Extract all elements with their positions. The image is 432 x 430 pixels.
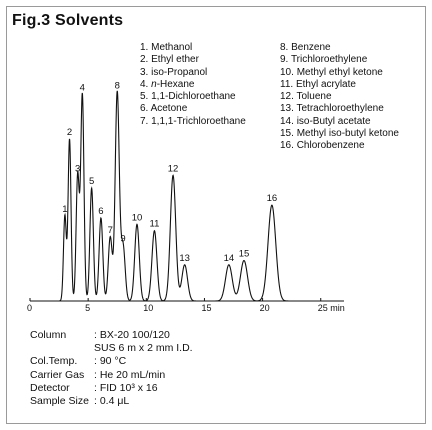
legend-item-number: 5. [140, 91, 152, 103]
peak-label: 2 [66, 127, 73, 139]
peak-label: 7 [107, 225, 113, 237]
legend-item-name: Ethyl ether [151, 54, 199, 66]
legend-item-number: 9. [280, 54, 291, 66]
figure-title: Fig.3 Solvents [12, 12, 124, 29]
peak-label: 3 [75, 163, 81, 175]
peak-label: 13 [179, 252, 190, 264]
condition-value: : 0.4 μL [94, 394, 130, 407]
legend-item-number: 1. [140, 42, 152, 53]
peak-label: 8 [114, 80, 120, 92]
x-tick-label: 10 [143, 303, 154, 313]
legend-left-column [140, 42, 246, 128]
legend-item-number: 4. [140, 78, 152, 90]
legend-item [280, 116, 399, 128]
legend-item [140, 67, 246, 79]
legend-item-name: 1,1,1-Trichloroethane [151, 115, 246, 127]
legend-item-number: 2. [140, 54, 152, 66]
condition-value: : 90 °C [94, 355, 127, 368]
legend-item-name: Toluene [296, 91, 332, 103]
legend-item-number: 11. [280, 78, 296, 90]
legend-item-name: Methyl iso-butyl ketone [296, 128, 399, 140]
legend-item [280, 128, 399, 140]
legend-item-name: Trichloroethylene [290, 54, 368, 66]
legend-item-number: 15. [280, 128, 297, 140]
peak-label: 14 [223, 252, 235, 264]
condition-label: Sample Size [30, 394, 89, 407]
legend-item [280, 42, 399, 54]
peak-label: 6 [98, 205, 104, 217]
x-tick-label: 5 [85, 303, 91, 313]
legend-item-number: 7. [140, 115, 152, 127]
legend-item-number: 8. [280, 42, 292, 53]
peak-label: 5 [88, 176, 95, 188]
condition-label: Column [30, 329, 67, 341]
legend-item [280, 54, 399, 66]
legend-item-number: 6. [140, 103, 151, 115]
legend-item-name: Methyl ethyl ketone [296, 66, 383, 78]
legend-item-number: 10. [280, 66, 297, 78]
peak-label: 16 [266, 193, 278, 205]
condition-value: SUS 6 m x 2 mm I.D. [94, 342, 193, 355]
legend-item [140, 42, 246, 54]
peak-label: 4 [79, 82, 85, 94]
legend-item [140, 103, 246, 115]
legend-item-name: n-Hexane [151, 78, 195, 90]
x-tick-label: 0 [27, 303, 33, 313]
legend-item-name: iso-Propanol [151, 66, 208, 78]
legend-item-name: Benzene [291, 42, 331, 53]
peak-label: 12 [167, 163, 179, 175]
x-tick-label: 25 min [317, 303, 345, 313]
peak-label: 1 [62, 203, 68, 215]
legend-item [280, 91, 399, 103]
legend-item [140, 54, 246, 66]
legend-item [140, 91, 246, 103]
legend-item-name: Ethyl acrylate [295, 78, 356, 90]
legend-item-name: Chlorobenzene [296, 140, 365, 152]
legend-item [280, 79, 399, 91]
legend-item-name: iso-Butyl acetate [296, 115, 371, 127]
legend-right-column [280, 42, 399, 153]
legend-item [280, 103, 399, 115]
legend-item [140, 79, 246, 91]
peak-label: 11 [149, 218, 160, 230]
legend-item-number: 14. [280, 115, 297, 127]
legend-item-number: 12. [280, 91, 297, 103]
legend-item-number: 16. [280, 140, 297, 152]
legend-item-number: 13. [280, 103, 297, 115]
peak-label: 15 [238, 248, 250, 260]
legend-item-name: Acetone [150, 103, 188, 115]
peak-label: 10 [131, 212, 143, 224]
condition-label: Col.Temp. [30, 355, 78, 368]
legend-item [140, 116, 246, 128]
legend-item [280, 140, 399, 152]
legend-item-name: 1,1-Dichloroethane [151, 91, 236, 103]
peak-label: 9 [120, 233, 126, 245]
condition-label: Carrier Gas [30, 368, 85, 381]
condition-value: : BX-20 100/120 [94, 329, 170, 341]
legend-item-number: 3. [140, 66, 152, 78]
legend-item-name: Tetrachloroethylene [296, 103, 384, 115]
condition-label: Detector [30, 381, 70, 394]
condition-value: : He 20 mL/min [94, 368, 166, 381]
x-tick-label: 20 [259, 303, 270, 313]
legend-item [280, 67, 399, 79]
legend-item-name: Methanol [151, 42, 193, 53]
x-tick-label: 15 [201, 303, 212, 313]
condition-value: : FID 10³ x 16 [94, 381, 158, 394]
